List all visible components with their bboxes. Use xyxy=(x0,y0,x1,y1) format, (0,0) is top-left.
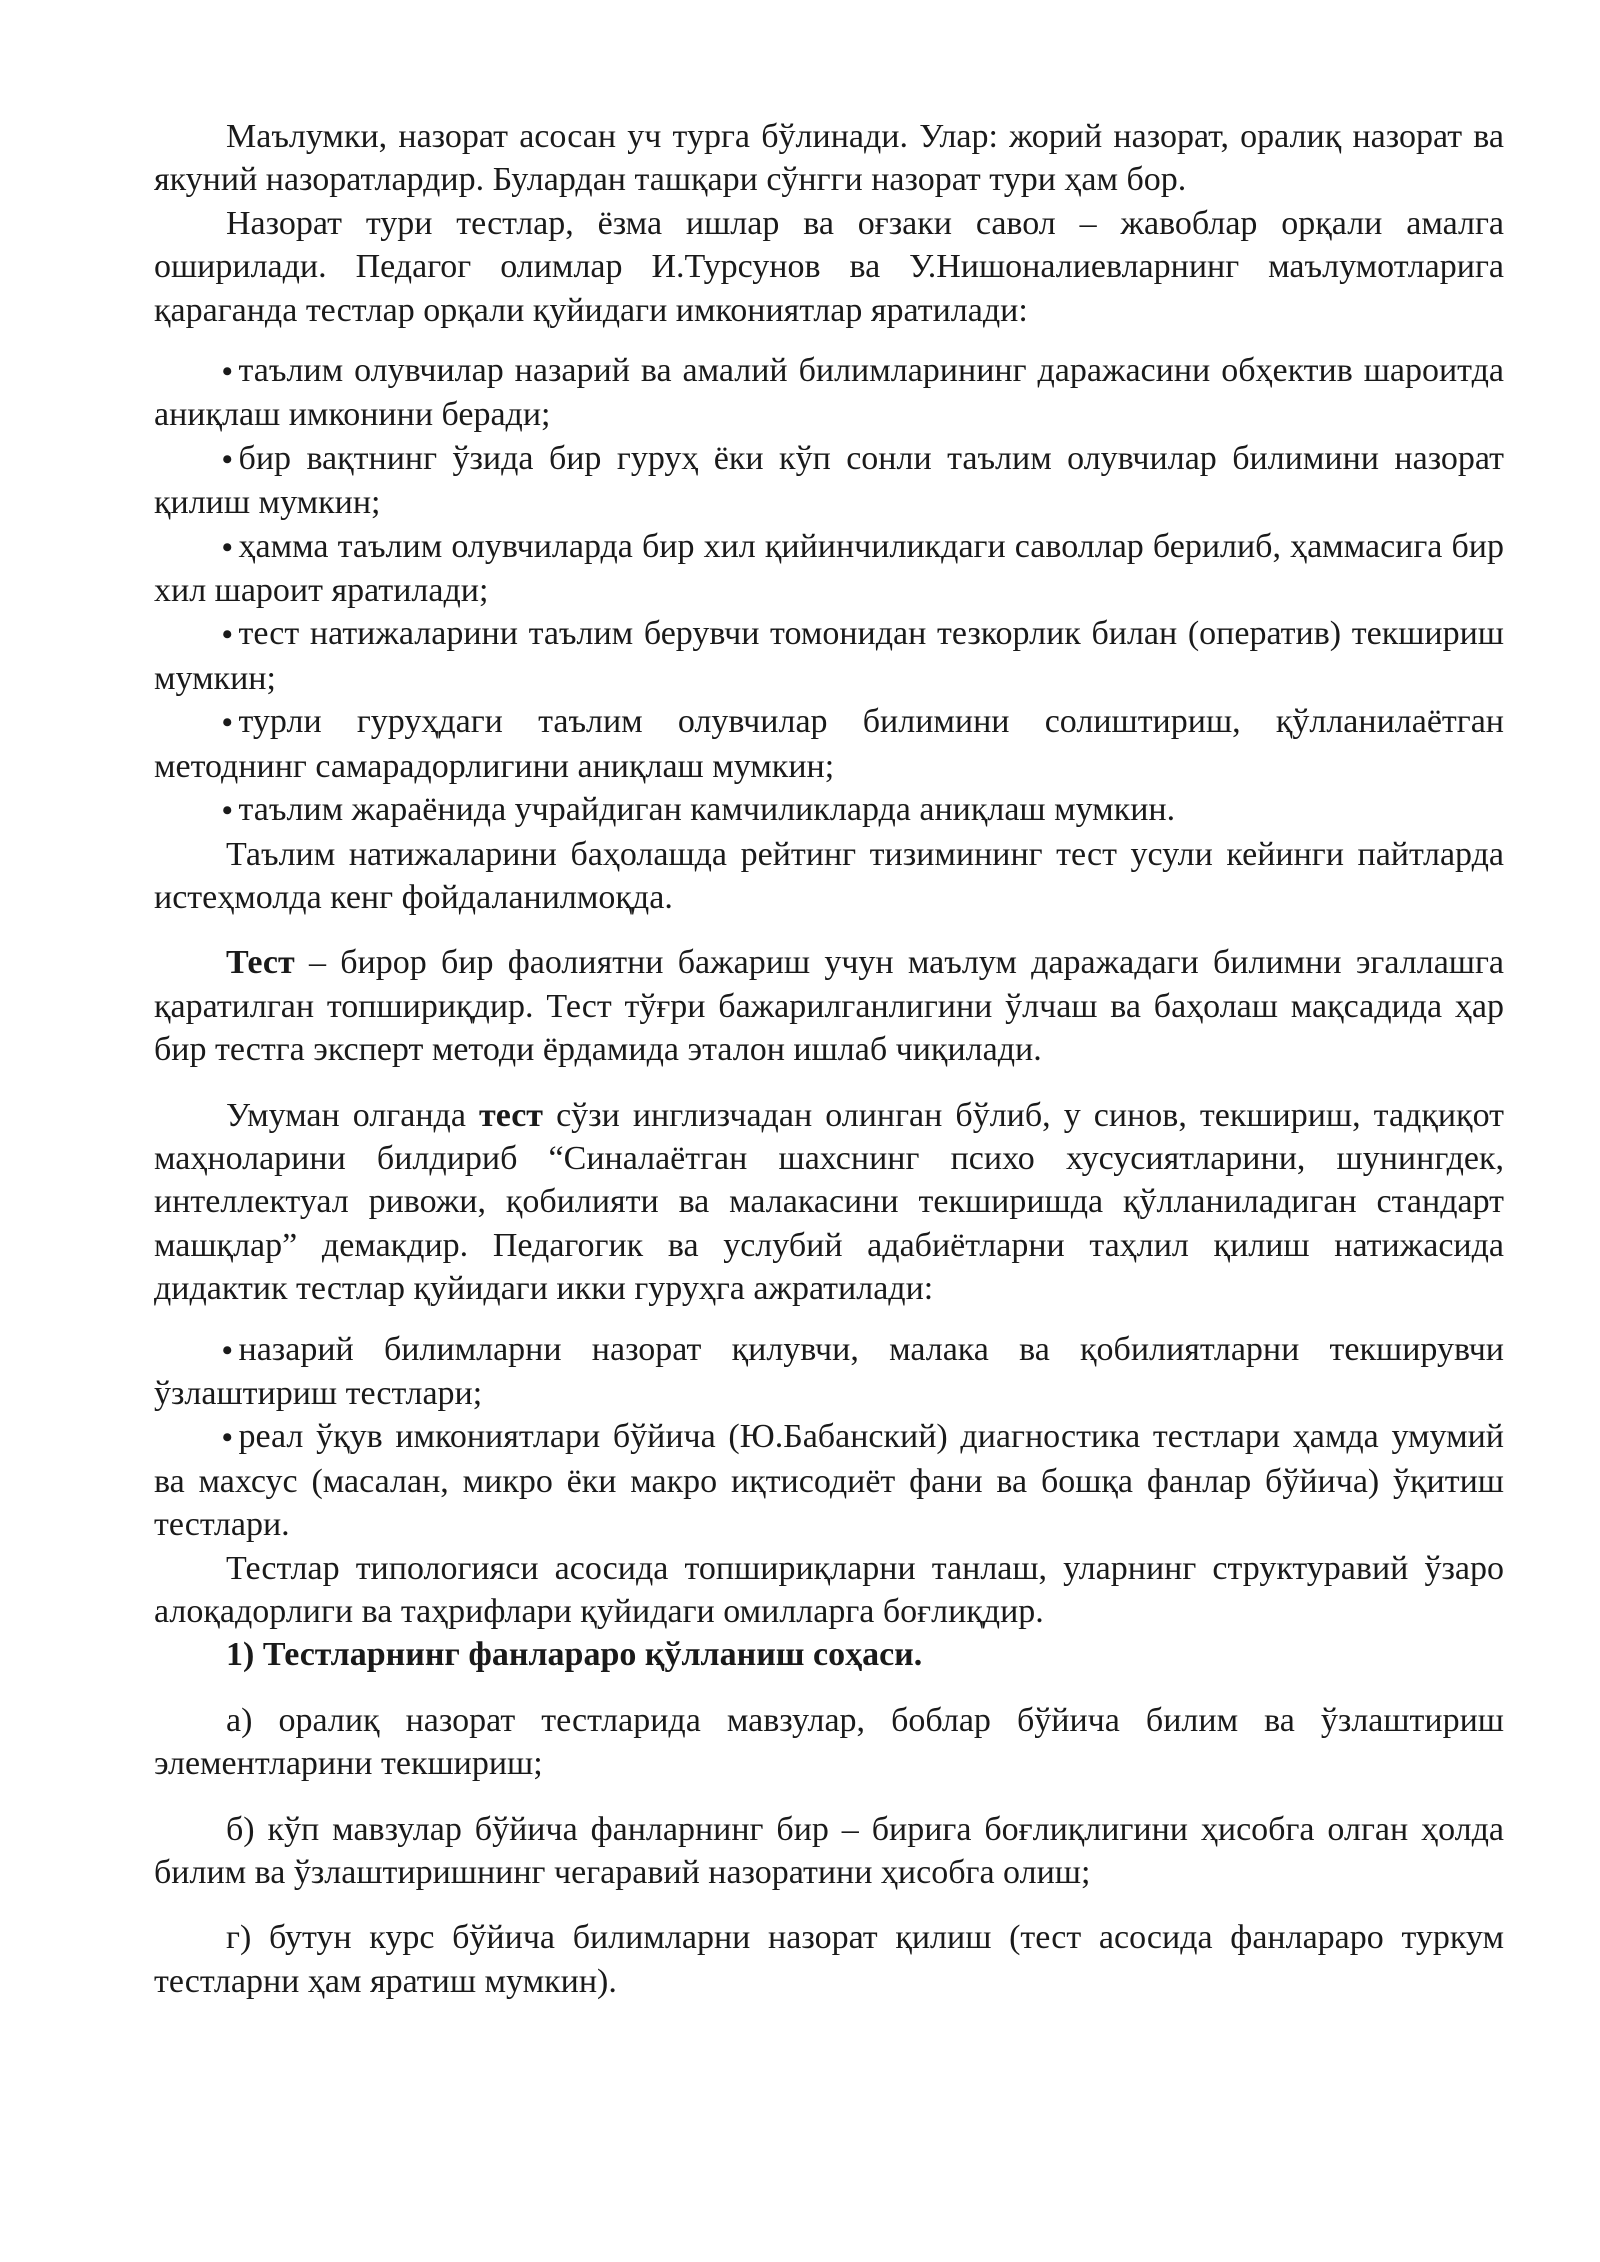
list-item-b: б) кўп мавзулар бўйича фанларнинг бир – бирига боғлиқлигини ҳисобга олган ҳолда билим ва ўзлаштиришнинг чегаравий назоратини ҳисобга олиш; xyxy=(154,1810,1504,1892)
paragraph-test-methods: Назорат тури тестлар, ёзма ишлар ва оғзаки савол – жавоблар орқали амалга оширилади. Педагог олимлар И.Турсунов ва У.Нишоналиевларнинг маълумотларига қараганда тестлар орқали қуйидаги имкониятлар яратилади: xyxy=(154,204,1504,329)
list-item: • реал ўқув имкониятлари бўйича (Ю.Бабанский) диагностика тестлари ҳамда умумий ва махсус (масалан, микро ёки макро иқтисодиёт фани ва бошқа фанлар бўйича) ўқитиш тестлари. xyxy=(154,1418,1504,1544)
bullet-icon: • xyxy=(222,1421,233,1455)
list-item: • ҳамма таълим олувчиларда бир хил қийинчиликдаги саволлар берилиб, ҳаммасига бир хил шароит яратилади; xyxy=(154,527,1504,610)
list-item: • бир вақтнинг ўзида бир гуруҳ ёки кўп сонли таълим олувчилар билимини назорат қилиш мумкин; xyxy=(154,439,1504,522)
list-item: • назарий билимларни назорат қилувчи, малака ва қобилиятларни текширувчи ўзлаштириш тестлари; xyxy=(154,1330,1504,1412)
bullet-icon: • xyxy=(222,618,233,652)
list-item-g: г) бутун курс бўйича билимларни назорат қилиш (тест асосида фанлараро туркум тестларни ҳам яратиш мумкин). xyxy=(154,1919,1504,2000)
list-item: • таълим олувчилар назарий ва амалий билимларининг даражасини обҳектив шароитда аниқлаш имконини беради; xyxy=(154,352,1504,434)
section-heading: 1) Тестларнинг фанлараро қўлланиш соҳаси. xyxy=(226,1636,923,1674)
term-test: Тест xyxy=(226,944,295,982)
paragraph-typology: Тестлар типологияси асосида топшириқларни танлаш, уларнинг структуравий ўзаро алоқадорлиги ва таҳрифлари қуйидаги омилларга боғлиқдир. xyxy=(154,1549,1504,1630)
bullet-list-opportunities xyxy=(154,349,1504,832)
document-body xyxy=(154,115,1504,2003)
bullet-icon: • xyxy=(222,442,233,476)
bullet-list-test-groups xyxy=(154,1328,1504,1547)
bullet-icon: • xyxy=(222,794,233,828)
list-item: • турли гуруҳдаги таълим олувчилар билимини солиштириш, қўлланилаётган методнинг самарадорлигини аниқлаш мумкин; xyxy=(154,703,1504,785)
paragraph-test-definition: Тест – бирор бир фаолиятни бажариш учун маълум даражадаги билимни эгаллашга қаратилган топшириқдир. Тест тўғри бажарилганлигини ўлчаш ва баҳолаш мақсадида ҳар бир тестга эксперт методи ёрдамида эталон ишлаб чиқилади. xyxy=(154,944,1504,1069)
paragraph-intro: Маълумки, назорат асосан уч турга бўлинади. Улар: жорий назорат, оралиқ назорат ва якуний назоратлардир. Булардан ташқари сўнгги назорат тури ҳам бор. xyxy=(154,118,1504,199)
list-item-a: а) оралиқ назорат тестларида мавзулар, боблар бўйича билим ва ўзлаштириш элементларини текшириш; xyxy=(154,1701,1504,1783)
bullet-icon: • xyxy=(222,706,233,740)
term-test-inline: тест xyxy=(479,1096,543,1134)
paragraph-test-origin: Умуман олганда тест сўзи инглизчадан олинган бўлиб, у синов, текшириш, тадқиқот маҳноларини билдириб “Синалаётган шахснинг психо хусусиятларини, шунингдек, интеллектуал ривожи, қобилияти ва малакасини текширишда қўлланиладиган стандарт машқлар” демакдир. Педагогик ва услубий адабиётларни таҳлил қилиш натижасида дидактик тестлар қуйидаги икки гуруҳга ажратилади: xyxy=(154,1096,1504,1308)
list-item: • таълим жараёнида учрайдиган камчиликларда аниқлаш мумкин. xyxy=(222,791,1176,829)
list-item: • тест натижаларини таълим берувчи томонидан тезкорлик билан (оператив) текшириш мумкин; xyxy=(154,615,1504,697)
bullet-icon: • xyxy=(222,355,233,389)
bullet-icon: • xyxy=(222,1333,233,1367)
bullet-icon: • xyxy=(222,530,233,564)
paragraph-rating-system: Таълим натижаларини баҳолашда рейтинг тизимининг тест усули кейинги пайтларда истеҳмолда кенг фойдаланилмоқда. xyxy=(154,835,1504,916)
